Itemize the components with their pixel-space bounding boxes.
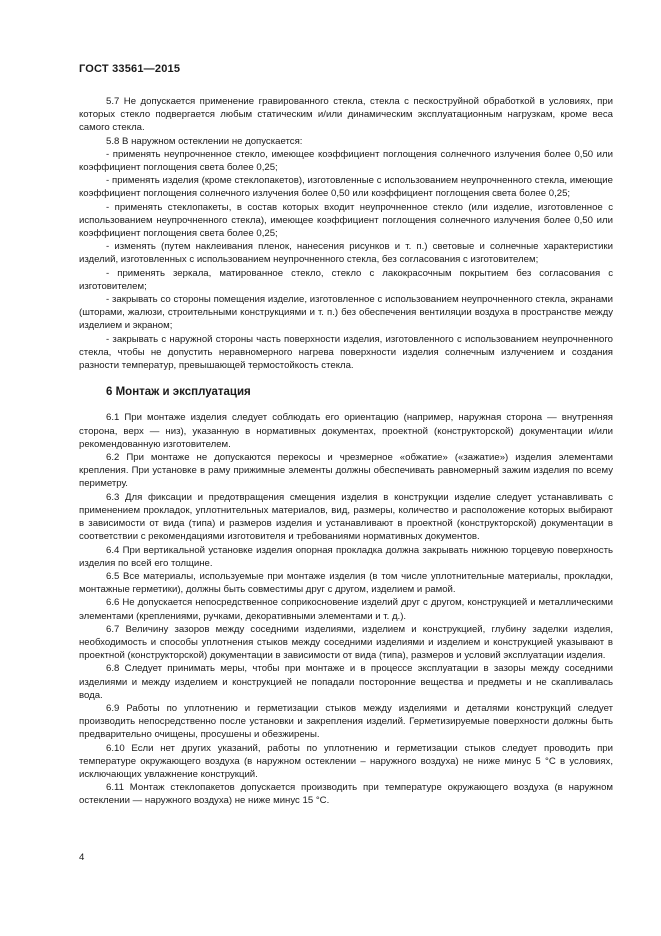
paragraph-6-9: 6.9 Работы по уплотнению и герметизации стыков между изделиями и деталями конструкций следует производить непосредственно после установки и закрепления изделий. Герметизируемые поверхности должны быть предварительно очищены, просушены и обезжирены. [79, 702, 613, 741]
paragraph-6-6: 6.6 Не допускается непосредственное соприкосновение изделий друг с другом, конструкцией и металлическими элементами (креплениями, ручками, декоративными элементами и т. д.). [79, 597, 613, 622]
paragraph-6-4: 6.4 При вертикальной установке изделия опорная прокладка должна закрывать нижнюю торцевую поверхность изделия по всей его толщине. [79, 544, 613, 569]
paragraph-6-2: 6.2 При монтаже не допускаются перекосы и чрезмерное «обжатие» («зажатие») изделия элементами крепления. При установке в раму прижимные элементы должны обеспечивать равномерный зажим изделия по всему периметру. [79, 452, 613, 490]
paragraph-6-10: 6.10 Если нет других указаний, работы по уплотнению и герметизации стыков следует проводить при температуре окружающего воздуха (в наружном остеклении – наружного воздуха) не ниже минус 5 °С в условиях, исключающих увлажнение конструкций. [79, 742, 613, 780]
paragraph-6-5: 6.5 Все материалы, используемые при монтаже изделия (в том числе уплотнительные материалы, прокладки, монтажные герметики), должны быть совместимы друг с другом, изделием и рамой. [79, 570, 613, 596]
list-item: - применять неупрочненное стекло, имеющее коэффициент поглощения солнечного излучения более 0,50 или коэффициент поглощения света более 0,25; [79, 148, 613, 174]
list-item: - закрывать со стороны помещения изделие, изготовленное с использованием неупрочненного стекла, экранами (шторами, жалюзи, строительными конструкциями и т. п.) без обеспечения вентиляции воздуха в пространстве между изделием и экраном; [79, 294, 613, 332]
list-item: - применять стеклопакеты, в состав которых входит неупрочненное стекло (или изделие, изготовленное с использованием неупрочненного стекла), имеющее коэффициент поглощения солнечного излучения более 0,50 или коэффициент поглощения света более 0,25; [79, 201, 613, 240]
paragraph-6-1: 6.1 При монтаже изделия следует соблюдать его ориентацию (например, наружная сторона — внутренняя сторона, верх — низ), указанную в нормативных документах, проектной (конструкторской) документации и/или рекомендованную изготовителем. [79, 412, 613, 450]
list-item: - применять зеркала, матированное стекло, стекло с лакокрасочным покрытием без согласования с изготовителем; [79, 267, 613, 292]
paragraph-5-8: 5.8 В наружном остеклении не допускается: [106, 135, 303, 147]
document-body [79, 95, 613, 808]
paragraph-5-7: 5.7 Не допускается применение гравированного стекла, стекла с пескоструйной обработкой в условиях, при которых стекло подвергается любым статическим и/или динамическим эксплуатационным нагрузкам, кроме веса самого стекла. [79, 96, 613, 134]
standard-header: ГОСТ 33561—2015 [79, 63, 181, 75]
list-item: - изменять (путем наклеивания пленок, нанесения рисунков и т. п.) световые и солнечные характеристики изделий, изготовленных с использованием неупрочненного стекла, без согласования с изготовителем; [79, 241, 613, 266]
paragraph-6-3: 6.3 Для фиксации и предотвращения смещения изделия в конструкции изделие следует устанавливать с применением прокладок, уплотнительных материалов, вид, размеры, количество и расположение которых выбирают в зависимости от вида (типа) и размеров изделия и устанавливают в проектной (конструкторской) документации в соответствии с рекомендациями изготовителя и требованиями нормативных документов. [79, 491, 613, 543]
page-number: 4 [79, 852, 85, 863]
list-item: - закрывать с наружной стороны часть поверхности изделия, изготовленного с использованием неупрочненного стекла, чтобы не допустить неравномерного нагрева поверхности изделия солнечным излучением и создания разности температур, превышающей термостойкость стекла. [79, 333, 613, 372]
section-title: 6 Монтаж и эксплуатация [106, 386, 251, 399]
paragraph-6-11: 6.11 Монтаж стеклопакетов допускается производить при температуре окружающего воздуха (в наружном остеклении — наружного воздуха) не ниже минус 15 °С. [79, 782, 613, 807]
paragraph-6-8: 6.8 Следует принимать меры, чтобы при монтаже и в процессе эксплуатации в зазоры между соседними изделиями и между изделием и конструкцией не попадали посторонние вещества и предметы и не скапливалась вода. [79, 663, 613, 701]
paragraph-6-7: 6.7 Величину зазоров между соседними изделиями, изделием и конструкцией, глубину заделки изделия, необходимость и способы уплотнения стыков между соседними изделиями и изделием и конструкцией указывают в проектной (конструкторской) документации в зависимости от вида (типа), размеров и условий эксплуатации изделия. [79, 623, 613, 662]
list-item: - применять изделия (кроме стеклопакетов), изготовленные с использованием неупрочненного стекла, имеющие коэффициент поглощения солнечного излучения более 0,50 или коэффициент поглощения света более 0,25; [79, 175, 613, 200]
